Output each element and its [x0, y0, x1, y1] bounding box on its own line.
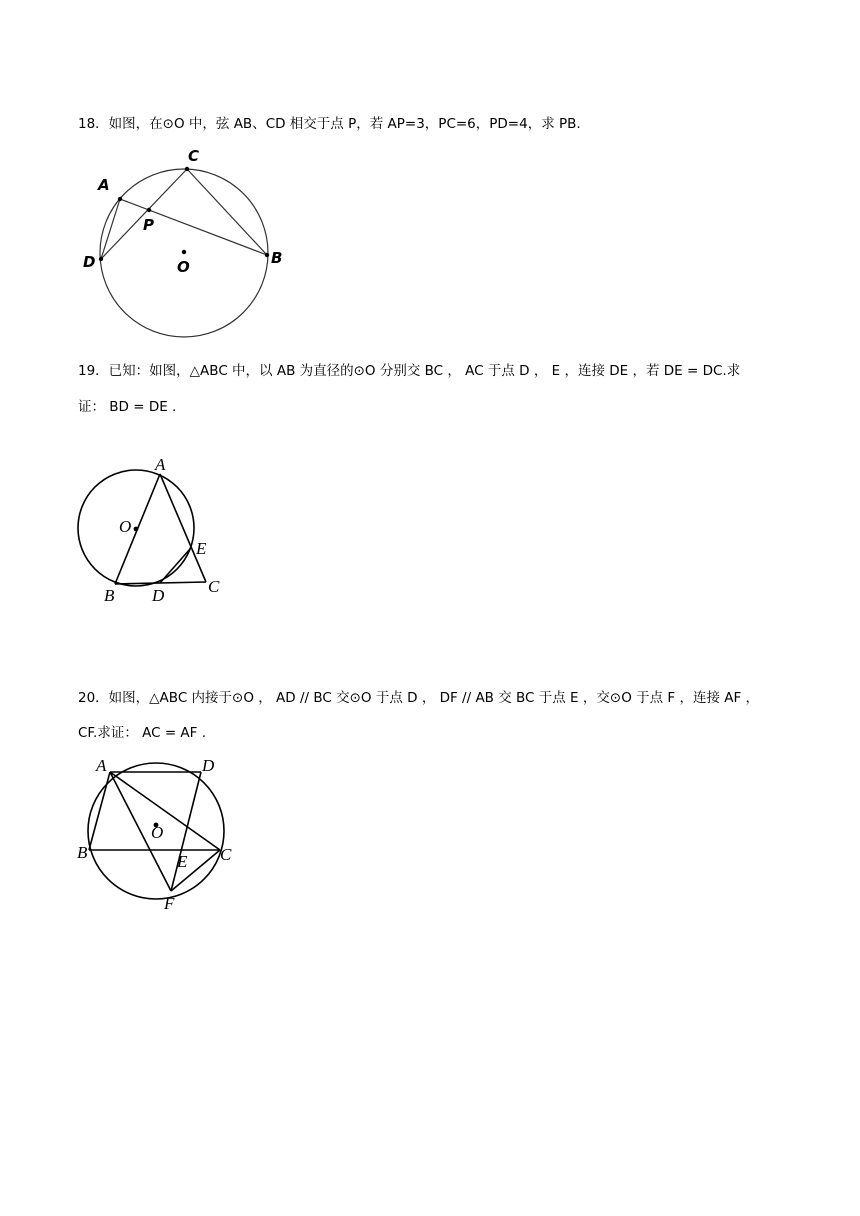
q20-text-line2: CF.求证： AC = AF . — [78, 725, 207, 741]
q20-label-f: F — [164, 894, 175, 913]
q18-point-b — [265, 253, 269, 257]
q20-segment-ab — [89, 772, 110, 850]
q18-label-b: B — [271, 249, 283, 267]
q20-label-e: E — [177, 852, 188, 871]
q18-label-p: P — [143, 216, 154, 234]
q19-segment-de — [160, 549, 190, 583]
q20-label-d: D — [202, 756, 215, 775]
q18-text: 18．如图，在⊙O 中，弦 AB、CD 相交于点 P，若 AP=3，PC=6，PD=4，求 PB. — [78, 116, 581, 132]
q18-point-c — [185, 167, 189, 171]
q18-point-d — [99, 257, 103, 261]
q20-label-a: A — [96, 756, 107, 775]
q19-text-line2: 证： BD = DE . — [78, 399, 177, 415]
q20-segment-ac — [110, 772, 220, 850]
q20-segment-df — [171, 772, 201, 891]
q19-text-line1: 19．已知：如图，△ABC 中，以 AB 为直径的⊙O 分别交 BC ， AC 于点 D ， E ，连接 DE ，若 DE = DC.求 — [78, 363, 741, 379]
q20-text-line1: 20．如图，△ABC 内接于⊙O ， AD // BC 交⊙O 于点 D ， DF // AB 交 BC 于点 E ，交⊙O 于点 F ，连接 AF ， — [78, 690, 760, 706]
q18-point-p — [147, 208, 151, 212]
q18-label-a: A — [98, 176, 110, 194]
q19-point-o — [134, 527, 139, 532]
q18-figure — [70, 140, 300, 345]
q18-segment-cb — [187, 169, 267, 255]
q18-label-o: O — [177, 258, 190, 276]
q19-label-c: C — [208, 577, 220, 596]
q18-point-a — [118, 197, 122, 201]
q19-side-ac — [160, 474, 206, 582]
q18-label-d: D — [83, 253, 96, 271]
q20-label-c: C — [220, 845, 232, 864]
q19-label-e: E — [196, 539, 207, 558]
q20-label-o: O — [151, 823, 164, 842]
q19-label-o: O — [119, 517, 132, 536]
q18-label-c: C — [188, 147, 200, 165]
q18-point-o — [182, 250, 186, 254]
q20-label-b: B — [77, 843, 88, 862]
q18-chord-cd — [101, 169, 187, 259]
q19-label-a: A — [155, 455, 166, 474]
q19-figure — [70, 452, 240, 607]
q20-figure — [70, 752, 245, 917]
q19-label-d: D — [152, 586, 165, 605]
q19-label-b: B — [104, 586, 115, 605]
